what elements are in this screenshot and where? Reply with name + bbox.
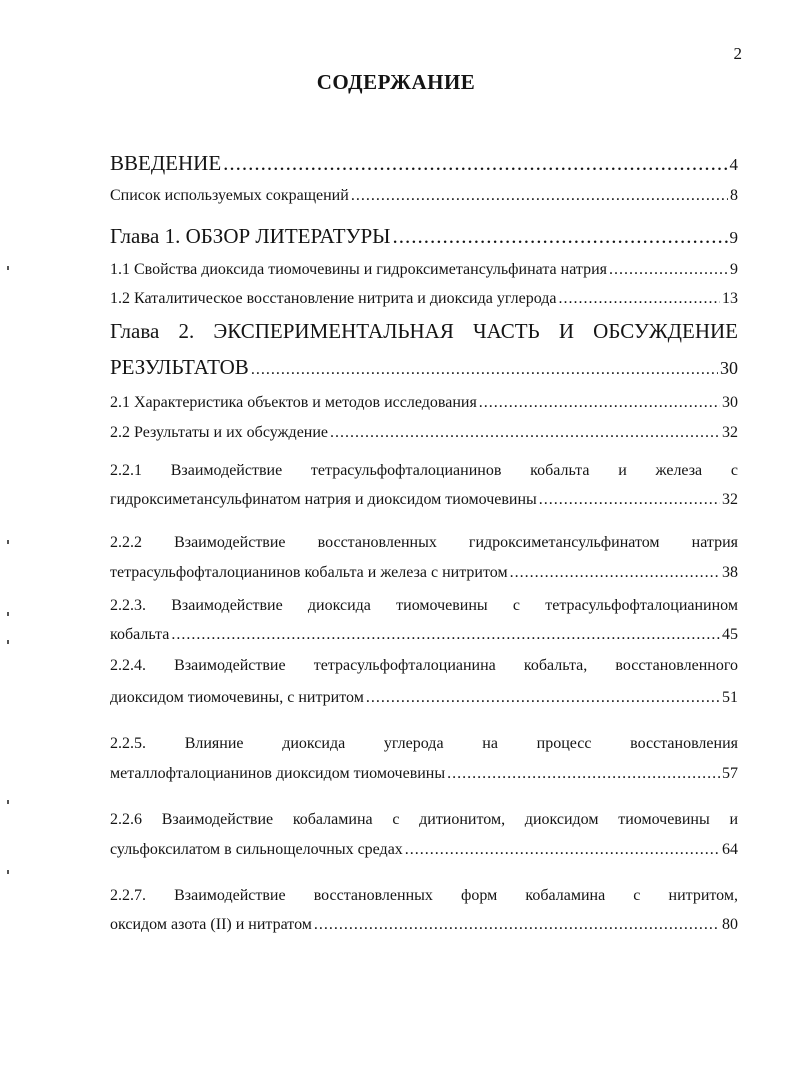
- toc-label-line-2: оксидом азота (II) и нитратом: [110, 916, 312, 933]
- toc-entry-1-2[interactable]: [110, 290, 738, 308]
- toc-label-line-1: 2.2.6 Взаимодействие кобаламина с дитионитом, диоксидом тиомочевины и: [110, 811, 738, 828]
- toc-label-line-2: диоксидом тиомочевины, с нитритом: [110, 689, 364, 706]
- toc-label-line-2: металлофталоцианинов диоксидом тиомочевины: [110, 765, 446, 782]
- toc-entry-2-2-7[interactable]: [110, 887, 738, 905]
- toc-entry-1-1[interactable]: [110, 261, 738, 279]
- toc-label-line-1: Глава 2. ЭКСПЕРИМЕНТАЛЬНАЯ ЧАСТЬ И ОБСУЖДЕНИЕ: [110, 319, 738, 343]
- toc-label-line-1: 2.2.2 Взаимодействие восстановленных гидроксиметансульфинатом натрия: [110, 534, 738, 551]
- scan-mark: [7, 870, 9, 874]
- toc-entry-2-2-1[interactable]: [110, 462, 738, 480]
- toc-page: 13: [722, 290, 738, 307]
- leader-dots: [609, 261, 728, 279]
- leader-dots: [330, 424, 720, 442]
- leader-dots: [405, 841, 720, 859]
- leader-dots: [366, 689, 720, 707]
- toc-page: 9: [729, 228, 738, 247]
- toc-page: 30: [722, 394, 738, 411]
- toc-entry-chapter-2[interactable]: [110, 319, 738, 344]
- leader-dots: [510, 564, 720, 582]
- toc-label: Глава 1. ОБЗОР ЛИТЕРАТУРЫ: [110, 224, 391, 248]
- leader-dots: [539, 491, 720, 509]
- toc-label: 2.2 Результаты и их обсуждение: [110, 424, 329, 441]
- toc-label: Список используемых сокращений: [110, 187, 349, 204]
- leader-dots: [171, 626, 720, 644]
- toc-entry-2-2-5-cont[interactable]: [110, 765, 738, 783]
- leader-dots: [351, 187, 728, 205]
- toc-entry-2-2-7-cont[interactable]: [110, 916, 738, 934]
- toc-label: ВВЕДЕНИЕ: [110, 151, 222, 175]
- toc-entry-intro[interactable]: [110, 151, 738, 176]
- toc-page: 4: [729, 155, 738, 174]
- toc-page: 57: [722, 765, 738, 782]
- leader-dots: [392, 224, 727, 249]
- toc-entry-2-2-6-cont[interactable]: [110, 841, 738, 859]
- toc-label: 1.1 Свойства диоксида тиомочевины и гидроксиметансульфината натрия: [110, 261, 607, 278]
- toc-page: 80: [722, 916, 738, 933]
- toc-entry-2-2-5[interactable]: [110, 735, 738, 753]
- toc-page: 30: [720, 358, 738, 378]
- leader-dots: [558, 290, 720, 308]
- leader-dots: [223, 151, 727, 176]
- scan-mark: [7, 540, 9, 544]
- toc-page: 64: [722, 841, 738, 858]
- leader-dots: [479, 394, 720, 412]
- toc-page: 9: [730, 261, 738, 278]
- toc-label: 2.1 Характеристика объектов и методов исследования: [110, 394, 477, 411]
- toc-label-line-1: 2.2.4. Взаимодействие тетрасульфофталоцианина кобальта, восстановленного: [110, 657, 738, 674]
- toc-label-line-2: РЕЗУЛЬТАТОВ: [110, 355, 249, 379]
- toc-label-line-1: 2.2.1 Взаимодействие тетрасульфофталоцианинов кобальта и железа с: [110, 462, 738, 479]
- toc-entry-2-2-3-cont[interactable]: [110, 626, 738, 644]
- toc-page: 32: [722, 491, 738, 508]
- page-number: 2: [733, 44, 742, 63]
- toc-entry-chapter-2-cont[interactable]: [110, 355, 738, 380]
- scan-mark: [7, 640, 9, 644]
- toc-entry-2-2-2[interactable]: [110, 534, 738, 552]
- toc-entry-2-2-4-cont[interactable]: [110, 689, 738, 707]
- toc-label-line-2: сульфоксилатом в сильнощелочных средах: [110, 841, 403, 858]
- toc-label-line-1: 2.2.5. Влияние диоксида углерода на процесс восстановления: [110, 735, 738, 752]
- toc-entry-2-2-6[interactable]: [110, 811, 738, 829]
- leader-dots: [314, 916, 720, 934]
- toc-page: 38: [722, 564, 738, 581]
- scan-mark: [7, 800, 9, 804]
- toc-page: 32: [722, 424, 738, 441]
- toc-entry-chapter-1[interactable]: [110, 224, 738, 249]
- toc-entry-2-2-2-cont[interactable]: [110, 564, 738, 582]
- toc-page: 8: [730, 187, 738, 204]
- toc-label: 1.2 Каталитическое восстановление нитрита и диоксида углерода: [110, 290, 557, 307]
- toc-label-line-2: тетрасульфофталоцианинов кобальта и железа с нитритом: [110, 564, 508, 581]
- toc-label-line-2: гидроксиметансульфинатом натрия и диоксидом тиомочевины: [110, 491, 537, 508]
- toc-entry-2-2-3[interactable]: [110, 597, 738, 615]
- leader-dots: [447, 765, 720, 783]
- toc-page: 45: [722, 626, 738, 643]
- toc-label-line-1: 2.2.7. Взаимодействие восстановленных форм кобаламина с нитритом,: [110, 887, 738, 904]
- toc-label-line-2: кобальта: [110, 626, 170, 643]
- toc-label-line-1: 2.2.3. Взаимодействие диоксида тиомочевины с тетрасульфофталоцианином: [110, 597, 738, 614]
- leader-dots: [251, 361, 718, 379]
- toc-page: 51: [722, 689, 738, 706]
- toc-entry-2-2-1-cont[interactable]: [110, 491, 738, 509]
- toc-entry-2-2-4[interactable]: [110, 657, 738, 675]
- toc-entry-2-1[interactable]: [110, 394, 738, 412]
- page-title: СОДЕРЖАНИЕ: [316, 70, 476, 94]
- scan-mark: [7, 266, 9, 270]
- toc-entry-2-2[interactable]: [110, 424, 738, 442]
- toc-entry-abbreviations[interactable]: [110, 187, 738, 205]
- scan-mark: [7, 612, 9, 616]
